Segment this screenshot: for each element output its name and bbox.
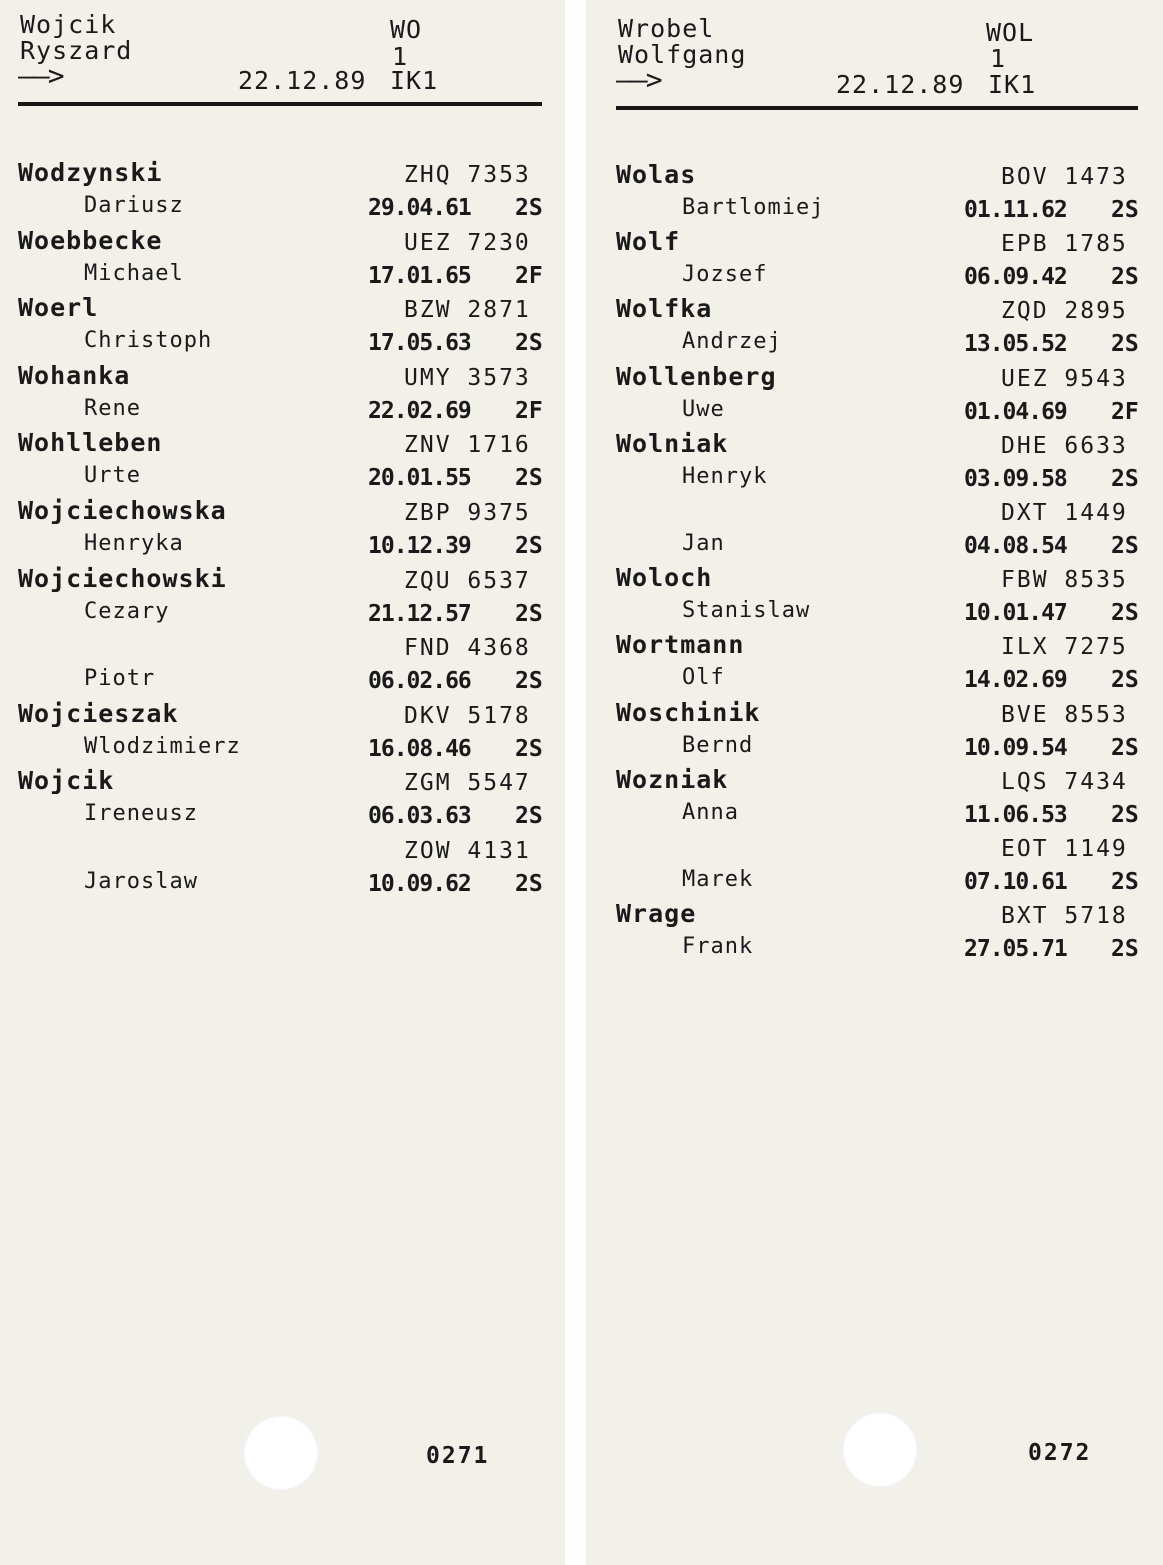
entry-given-name: Wlodzimierz [84,733,241,759]
entry-class: 2S [515,668,543,695]
entry-class: 2S [1111,264,1139,291]
entry-class: 2S [1111,936,1139,963]
entry-surname: Wortmann [616,630,745,660]
entry-birth-date: 13.05.52 [964,331,1067,358]
card-number: 0272 [1028,1440,1092,1466]
header-series: IK1 [988,70,1037,99]
entry-class: 2S [1111,465,1139,492]
entry-code: UMY 3573 [404,364,531,391]
entry-code: FBW 8535 [1001,567,1128,594]
entry-class: 2S [1111,533,1139,559]
entry-surname: Wollenberg [616,361,777,391]
entry-given-name: Urte [84,463,141,489]
header-line: 1 [392,42,409,71]
entry-class: 2F [515,397,543,424]
entry-birth-date: 01.11.62 [964,197,1067,223]
entry-class: 2S [515,330,543,357]
entry-class: 2S [1111,801,1139,828]
entry-birth-date: 06.02.66 [368,668,471,695]
entry-birth-date: 06.03.63 [368,803,471,830]
entry-code: UEZ 7230 [404,229,531,256]
entry-code: DXT 1449 [1001,500,1128,526]
entry-birth-date: 04.08.54 [964,533,1067,559]
entry-given-name: Cezary [84,598,170,624]
entry-birth-date: 21.12.57 [368,600,471,627]
entry-birth-date: 06.09.42 [964,264,1067,291]
entry-given-name: Marek [682,867,754,892]
header-surname: Wrobel [618,14,715,43]
entry-class: 2S [1111,600,1139,627]
entry-class: 2S [1111,667,1139,694]
header-code: WOL [986,18,1035,47]
entry-given-name: Anna [682,799,739,825]
header-given-name: Wolfgang [618,40,747,69]
entry-birth-date: 03.09.58 [964,465,1067,492]
entry-surname: Wojciechowska [18,496,227,525]
entry-class: 2S [515,600,543,627]
entry-birth-date: 10.12.39 [368,533,471,559]
entry-class: 2S [1111,331,1139,358]
entry-given-name: Ireneusz [84,801,198,827]
entry-surname: Woschinik [616,697,761,727]
entry-code: ZNV 1716 [404,432,531,459]
entry-surname: Wolf [616,227,681,257]
entry-code: ZHQ 7353 [404,162,531,188]
header-series: IK1 [390,66,439,95]
entry-surname: Woebbecke [18,225,163,255]
entry-given-name: Rene [84,395,141,421]
entry-class: 2S [515,871,543,897]
index-card-left [0,0,565,1565]
entry-birth-date: 01.04.69 [964,398,1067,425]
entry-code: BOV 1473 [1001,164,1128,190]
entry-code: FND 4368 [404,635,531,662]
entry-given-name: Uwe [682,396,725,422]
entry-surname: Wozniak [616,764,729,794]
entry-code: BVE 8553 [1001,701,1128,728]
entry-code: EOT 1149 [1001,836,1128,862]
entry-given-name: Christoph [84,328,213,354]
entry-code: BZW 2871 [404,297,531,324]
entry-surname: Woloch [616,563,713,593]
entry-code: LQS 7434 [1001,768,1128,795]
entry-birth-date: 17.05.63 [368,330,471,357]
punch-hole [243,1415,319,1491]
entry-class: 2F [515,262,543,289]
entry-class: 2S [515,735,543,762]
entry-surname: Wolas [616,160,697,189]
entry-given-name: Frank [682,934,754,960]
entry-class: 2S [1111,197,1139,223]
entry-given-name: Bartlomiej [682,195,825,220]
entry-birth-date: 07.10.61 [964,869,1067,895]
entry-surname: Wojcieszak [18,698,179,728]
entry-surname: Wrage [616,899,697,929]
entry-surname: Wohanka [18,360,131,390]
entry-surname: Wojciechowski [18,563,227,593]
index-card-right [586,0,1163,1565]
entry-surname: Wolfka [616,294,713,324]
header-arrow: ——> [616,63,661,96]
header-date: 22.12.89 [836,70,965,99]
entry-class: 2S [1111,869,1139,895]
entry-birth-date: 10.09.54 [964,734,1067,761]
entry-class: 2F [1111,398,1139,425]
entry-given-name: Piotr [84,666,156,692]
punch-hole [842,1412,918,1488]
entry-birth-date: 10.01.47 [964,600,1067,627]
header-arrow: ——> [18,59,63,92]
header-given-name: Ryszard [20,36,133,65]
entry-given-name: Stanislaw [682,598,811,624]
header-rule [18,102,542,106]
card-gap [565,0,586,1565]
header-code: WO [390,15,423,44]
entry-birth-date: 16.08.46 [368,735,471,762]
entry-code: ZQU 6537 [404,567,531,594]
entry-code: DHE 6633 [1001,432,1128,459]
entry-given-name: Bernd [682,732,754,758]
entry-code: ZGM 5547 [404,770,531,797]
card-number: 0271 [426,1443,490,1469]
entry-code: UEZ 9543 [1001,365,1128,392]
entry-class: 2S [515,195,543,221]
entry-surname: Wohlleben [18,428,163,458]
entry-birth-date: 17.01.65 [368,262,471,289]
entry-surname: Woerl [18,293,99,323]
entry-given-name: Henryka [84,531,184,556]
entry-code: ZOW 4131 [404,838,531,864]
entry-birth-date: 27.05.71 [964,936,1067,963]
entry-class: 2S [1111,734,1139,761]
entry-given-name: Jan [682,531,725,556]
header-line: 1 [990,44,1007,73]
header-rule [616,106,1138,110]
entry-code: ZBP 9375 [404,500,531,526]
header-date: 22.12.89 [238,66,367,95]
entry-given-name: Henryk [682,463,768,489]
entry-code: BXT 5718 [1001,903,1128,930]
entry-given-name: Olf [682,665,725,691]
entry-surname: Wojcik [18,766,115,796]
entry-code: ZQD 2895 [1001,298,1128,325]
entry-given-name: Andrzej [682,329,782,355]
entry-birth-date: 22.02.69 [368,397,471,424]
entry-given-name: Jozsef [682,262,768,288]
entry-class: 2S [515,465,543,492]
header-surname: Wojcik [20,10,117,39]
entry-birth-date: 29.04.61 [368,195,471,221]
entry-code: DKV 5178 [404,702,531,729]
entry-given-name: Dariusz [84,193,184,218]
entry-given-name: Michael [84,260,184,286]
entry-code: EPB 1785 [1001,231,1128,258]
entry-code: ILX 7275 [1001,634,1128,661]
entry-given-name: Jaroslaw [84,869,198,894]
entry-class: 2S [515,803,543,830]
entry-surname: Wodzynski [18,158,163,187]
entry-birth-date: 14.02.69 [964,667,1067,694]
entry-class: 2S [515,533,543,559]
entry-birth-date: 20.01.55 [368,465,471,492]
entry-birth-date: 11.06.53 [964,801,1067,828]
entry-surname: Wolniak [616,428,729,458]
entry-birth-date: 10.09.62 [368,871,471,897]
